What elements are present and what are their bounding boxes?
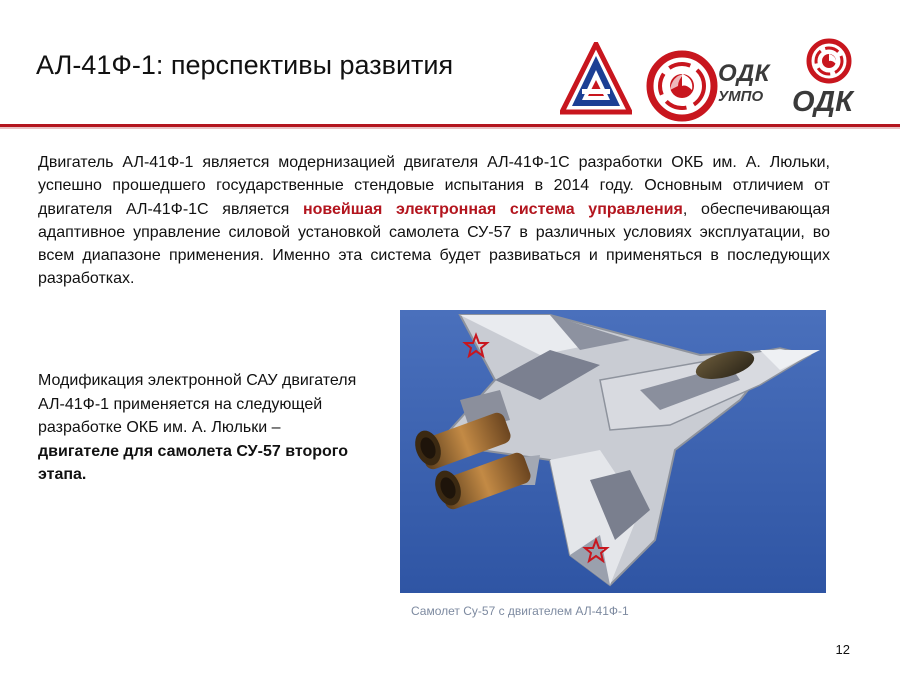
side-text-bold: двигателе для самолета СУ-57 второго этапа. [38,442,348,483]
slide-title: АЛ-41Ф-1: перспективы развития [36,50,454,80]
aircraft-photo [400,310,826,593]
odk-umpo-wordmark [718,62,798,104]
side-paragraph [38,369,358,487]
odk-umpo-ring-icon [646,50,718,122]
lyulka-logo-icon [560,42,632,118]
intro-highlight: новейшая электронная система управления [302,200,683,218]
photo-caption: Самолет Су-57 с двигателем АЛ-41Ф-1 [411,604,629,618]
umpo-sub-text: УМПО [718,88,764,105]
header-divider-shadow [0,127,900,129]
odk-ring-icon [806,38,852,84]
odk-wordmark: ОДК [792,86,853,118]
side-text: Модификация электронной САУ двигателя АЛ-41Ф-1 применяется на следующей разработке ОКБ им. А. Люльки – [38,372,357,436]
logo-group [560,30,860,125]
intro-text-end: , обеспечивающая адаптивное управление силовой установкой самолета СУ-57 в различных условиях эксплуатации, во всем диапазоне применения. Именно эта система будет развиваться и применяться в последующих разработках. [38,200,831,288]
odk-umpo-brand-text: ОДК [718,60,770,87]
intro-text-start: Двигатель АЛ-41Ф-1 является модернизацией двигателя АЛ-41Ф-1С разработки ОКБ им. А. Люльки, успешно прошедшего государственные стендовые испытания в 2014 году. Основным отличием от двигателя АЛ-41Ф-1С является [38,154,830,218]
page-number: 12 [835,642,850,657]
intro-paragraph [38,151,830,291]
